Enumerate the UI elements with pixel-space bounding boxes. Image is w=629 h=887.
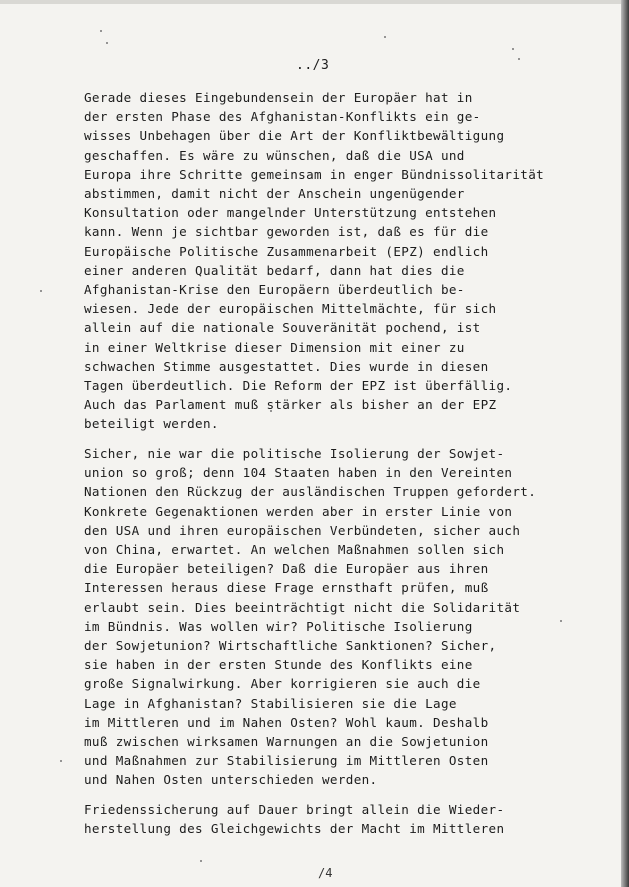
text-line: den USA und ihren europäischen Verbündeten, sicher auch	[84, 522, 521, 538]
scan-speck	[60, 760, 62, 762]
text-line: Nationen den Rückzug der ausländischen Truppen gefordert.	[84, 484, 537, 500]
text-line: im Bündnis. Was wollen wir? Politische Isolierung	[84, 618, 473, 634]
continuation-marker: /4	[318, 866, 333, 880]
text-line: einer anderen Qualität bedarf, dann hat dies die	[84, 262, 465, 278]
text-line: Friedenssicherung auf Dauer bringt allein die Wieder-	[84, 802, 505, 817]
text-line: Europäische Politische Zusammenarbeit (EPZ) endlich	[84, 243, 489, 259]
text-line: beteiligt werden.	[84, 416, 219, 432]
text-line: wisses Unbehagen über die Art der Konfliktbewältigung	[84, 128, 505, 144]
scan-top-edge	[0, 0, 629, 4]
paragraph-3	[84, 800, 514, 838]
text-line: geschaffen. Es wäre zu wünschen, daß die USA und	[84, 147, 465, 163]
text-line: im Mittleren und im Nahen Osten? Wohl kaum. Deshalb	[84, 714, 489, 730]
scan-right-edge	[621, 0, 629, 887]
text-line: Konsultation oder mangelnder Unterstützung entstehen	[84, 205, 497, 221]
scan-speck	[200, 860, 202, 862]
text-line: muß zwischen wirksamen Warnungen an die Sowjetunion	[84, 734, 489, 750]
scan-speck	[560, 620, 562, 622]
text-line: Tagen überdeutlich. Die Reform der EPZ ist überfällig.	[84, 378, 513, 394]
scan-speck	[40, 290, 42, 292]
scan-speck	[384, 36, 386, 38]
text-line: der ersten Phase des Afghanistan-Konflikts ein ge-	[84, 109, 481, 125]
paragraph-2	[84, 444, 537, 790]
text-line: die Europäer beteiligen? Daß die Europäer aus ihren	[84, 561, 489, 577]
text-line: von China, erwartet. An welchen Maßnahmen sollen sich	[84, 542, 505, 558]
paragraph-1	[84, 88, 545, 434]
text-line: Lage in Afghanistan? Stabilisieren sie die Lage	[84, 695, 457, 711]
scan-speck	[518, 58, 520, 60]
text-line: große Signalwirkung. Aber korrigieren sie auch die	[84, 676, 481, 692]
text-line: sie haben in der ersten Stunde des Konflikts eine	[84, 657, 473, 673]
text-line: Gerade dieses Eingebundensein der Europäer hat in	[84, 90, 473, 105]
text-line: Afghanistan-Krise den Europäern überdeutlich be-	[84, 282, 465, 298]
text-line: union so groß; denn 104 Staaten haben in den Vereinten	[84, 465, 513, 481]
page-number: ../3	[296, 58, 330, 73]
text-line: und Maßnahmen zur Stabilisierung im Mittleren Osten	[84, 753, 489, 769]
text-line: kann. Wenn je sichtbar geworden ist, daß es für die	[84, 224, 489, 240]
text-line: und Nahen Osten unterschieden werden.	[84, 772, 378, 788]
scan-speck	[100, 30, 102, 32]
text-line: Europa ihre Schritte gemeinsam in enger Bündnissolitarität	[84, 166, 545, 182]
text-line: erlaubt sein. Dies beeinträchtigt nicht die Solidarität	[84, 599, 521, 615]
text-line: abstimmen, damit nicht der Anschein ungenügender	[84, 186, 465, 202]
text-line: allein auf die nationale Souveränität pochend, ist	[84, 320, 481, 336]
text-line: Sicher, nie war die politische Isolierung der Sowjet-	[84, 446, 505, 461]
text-line: Konkrete Gegenaktionen werden aber in erster Linie von	[84, 503, 513, 519]
text-line: schwachen Stimme ausgestattet. Dies wurde in diesen	[84, 358, 489, 374]
text-line: herstellung des Gleichgewichts der Macht im Mittleren	[84, 821, 505, 837]
text-line: Interessen heraus diese Frage ernsthaft prüfen, muß	[84, 580, 489, 596]
text-line: der Sowjetunion? Wirtschaftliche Sanktionen? Sicher,	[84, 638, 497, 654]
text-line: wiesen. Jede der europäischen Mittelmächte, für sich	[84, 301, 497, 317]
text-line: Auch das Parlament muß stärker als bisher an der EPZ	[84, 397, 497, 413]
scan-speck	[512, 48, 514, 50]
scan-speck	[106, 42, 108, 44]
text-line: in einer Weltkrise dieser Dimension mit einer zu	[84, 339, 465, 355]
